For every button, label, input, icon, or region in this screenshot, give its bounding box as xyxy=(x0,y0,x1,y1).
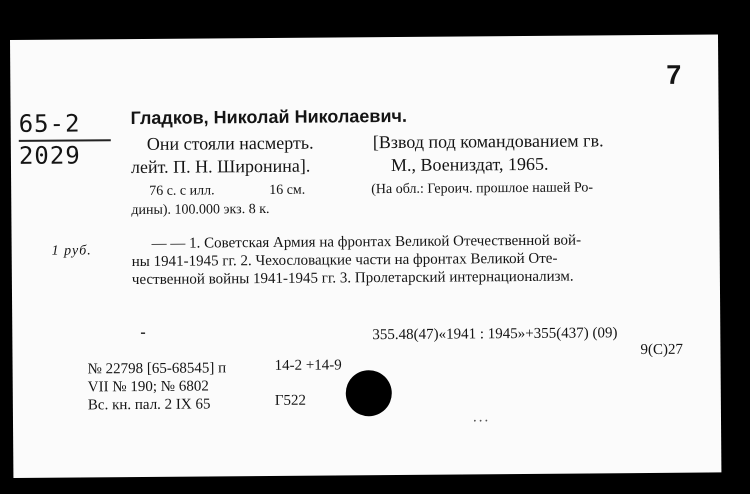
shelf-mark-top: 65-2 xyxy=(18,109,81,138)
udc-index: 355.48(47)«1941 : 1945»+355(437) (09) xyxy=(372,325,618,344)
title-part-2: [Взвод под командованием гв. xyxy=(372,130,604,153)
faded-stamp: ... xyxy=(472,409,491,426)
footer-print-code: Г522 xyxy=(274,392,307,409)
card-number: 7 xyxy=(666,59,682,90)
footer-plan: VII № 190; № 6802 xyxy=(87,378,209,396)
subjects-line-3: чественной войны 1941-1945 гг. 3. Пролетарский интернационализм. xyxy=(131,268,574,289)
catalog-card xyxy=(10,34,721,478)
series-note: (На обл.: Героич. прошлое нашей Ро- xyxy=(371,180,594,198)
dash-mark: - xyxy=(140,323,146,341)
rubric-mark: 1 руб. xyxy=(51,243,92,259)
author-heading: Гладков, Николай Николаевич. xyxy=(130,105,408,129)
footer-class-codes: 14-2 +14-9 xyxy=(274,357,342,374)
subjects-line-1: — — 1. Советская Армия на фронтах Великой Отечественной вой- xyxy=(151,232,582,252)
punch-hole xyxy=(346,370,392,416)
footer-order-number: № 22798 [65-68545] п xyxy=(87,360,227,378)
subjects-line-2: ны 1941-1945 гг. 2. Чехословацкие части на фронтах Великой Оте- xyxy=(131,250,558,271)
size: 16 см. xyxy=(269,182,306,198)
pagination: 76 с. с илл. xyxy=(149,183,215,199)
imprint: М., Воениздат, 1965. xyxy=(390,153,549,176)
title-part-1: Они стояли насмерть. xyxy=(146,132,314,154)
footer-chamber: Вс. кн. пал. 2 IX 65 xyxy=(87,396,211,414)
title-part-3: лейт. П. Н. Широнина]. xyxy=(130,155,311,178)
print-run: дины). 100.000 экз. 8 к. xyxy=(131,201,270,219)
bbk-index: 9(С)27 xyxy=(640,341,684,359)
shelf-mark-bottom: 2029 xyxy=(18,141,81,170)
